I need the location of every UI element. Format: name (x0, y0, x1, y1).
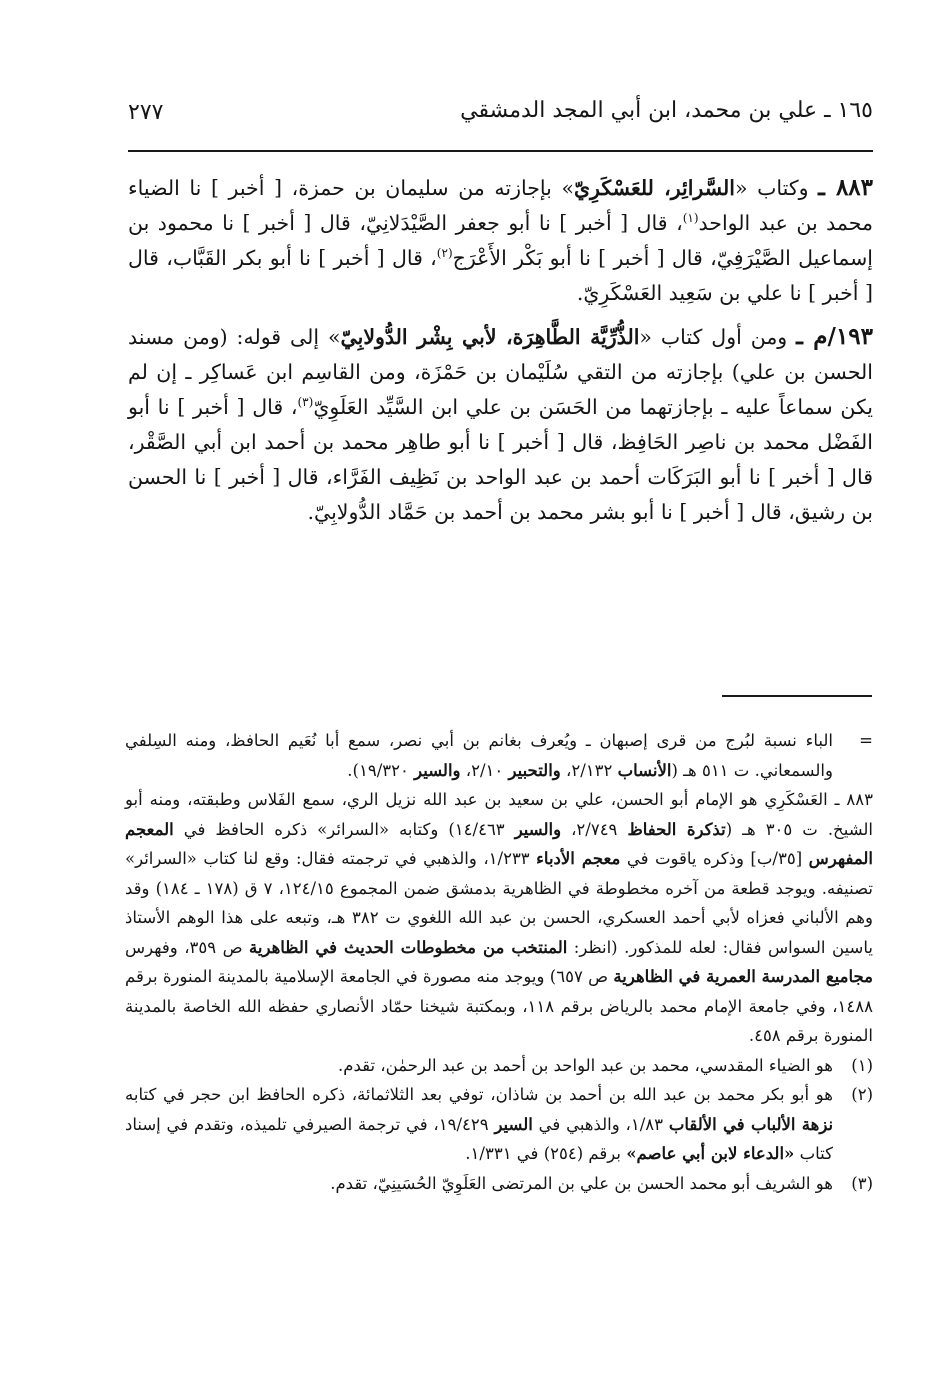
footnote-text: برقم (٢٥٤) في ١/٣٣١. (465, 1144, 627, 1163)
reference-title: معجم الأدباء (536, 849, 621, 868)
footnote-text: ص ٦٥٧) ويوجد منه مصورة في الجامعة الإسلامية بالمدينة المنورة برقم ١٤٨٨، وفي جامعة الإمام محمد بالرياض برقم ١١٨، وبمكتبة شيخنا حمّاد الأنصاري حفظه الله الخاصة بالمدينة المنورة برقم ٤٥٨. (125, 967, 873, 1045)
main-text (128, 170, 873, 538)
chapter-title: ١٦٥ ـ علي بن محمد، ابن أبي المجد الدمشقي (460, 98, 873, 123)
footnote-3 (125, 1169, 873, 1199)
footnote-text: الباء نسبة لبُرج من قرى إصبهان ـ ويُعرف بغانم بن أبي نصر، سمع أبا نُعَيم الحافظ، ومنه السِلفي والسمعاني. ت ٥١١ هـ ( (125, 731, 833, 780)
entry-number: ٨٨٣ ـ (818, 174, 873, 201)
footnote-ref[interactable]: (٢) (436, 246, 453, 261)
footnote-ref[interactable]: (٣) (297, 395, 314, 410)
entry-intro: وكتاب « (734, 176, 819, 200)
footnote-text: ٢/١٠، (460, 760, 509, 780)
entry-193 (128, 319, 873, 530)
footnote-text: ٨٨٣ ـ العَسْكَرِي هو الإمام أبو الحسن، علي بن سعيد بن عبد الله نزيل الري، سمع الفَلاس وطبقته، ومنه أبو الشيخ. ت ٣٠٥ هـ ( (125, 790, 874, 839)
entry-883 (128, 170, 873, 311)
footnote-mark: (١) (851, 1055, 873, 1075)
footnote-continuation (125, 726, 873, 785)
footnotes (125, 726, 873, 1198)
reference-title: المعجم المفهرس (125, 819, 873, 868)
footnote-rule (722, 695, 872, 697)
footnote-text: ١/٢٣٣، والذهبي في ترجمته فقال: وقع لنا كتاب «السرائر» تصنيفه. ويوجد قطعة من آخره مخطوطة في الظاهرية بدمشق ضمن المجموع ١٢٤/١٥، ٧ ق (١٧٨ ـ ١٨٤) وقد وهم الألباني فعزاه لأبي أحمد العسكري، الحسن بن عبد الله اللغوي ت ٣٨٢ هـ، وتبعه على هذا الوهم الأستاذ ياسين السواس فقال: لعله للمذكور. (انظر: (125, 849, 874, 957)
footnote-text: هو الضياء المقدسي، محمد بن عبد الواحد بن أحمد بن عبد الرحمٰن، تقدم. (338, 1055, 833, 1075)
reference-title: الأنساب (617, 760, 672, 780)
footnote-text: [٣٥/ب] وذكره ياقوت في (620, 849, 809, 868)
reference-title: والسير (414, 760, 461, 780)
entry-number: ١٩٣/م ـ (796, 323, 874, 350)
footnote-2 (125, 1080, 873, 1169)
reference-title: والتحبير (508, 760, 561, 780)
footnote-text: ٢/١٣٢، (560, 760, 618, 780)
footnote-text: هو أبو بكر محمد بن عبد الله بن أحمد بن شاذان، توفي بعد الثلاثمائة، ذكره الحافظ ابن حجر في كتابه (125, 1085, 833, 1104)
entry-text: » بإجازته من سليمان بن حمزة، [ أخبر ] نا الضياء محمد بن عبد الواحد (128, 176, 874, 235)
reference-title: تذكرة الحفاظ (627, 819, 726, 839)
reference-title: «الدعاء لابن أبي عاصم» (626, 1144, 795, 1163)
entry-text: » إلى قوله: (ومن مسند الحسن بن علي) بإجازته من التقي سُلَيْمان بن حَمْزَة، ومن القاسِم ابن عَساكِر ـ إن لم يكن سماعاً عليه ـ بإجازتهما من الحَسَن بن علي ابن السَّيِّد العَلَوِيّ (128, 325, 873, 419)
book-title: السَّرائِر، للعَسْكَرِيّ (573, 176, 735, 200)
header-rule (128, 150, 873, 152)
book-title: الذُّرِّيَّة الطَّاهِرَة، لأبي بِشْر الدُّولابِيّ (340, 325, 640, 349)
entry-text: ، قال [ أخبر ] نا أبو جعفر الصَّيْدَلانِيّ، قال [ أخبر ] نا محمود بن إسماعيل الصَّيْرَفِيّ، قال [ أخبر ] نا أبو بَكْر الأَعْرَج (128, 211, 873, 270)
page-number: ٢٧٧ (128, 100, 164, 125)
footnote-text: ١٩/٣٢٠). (347, 760, 415, 780)
entry-text: ، قال [ أخبر ] نا أبو الفَضْل محمد بن ناصِر الحَافِظ، قال [ أخبر ] نا أبو طاهِر محمد بن أحمد ابن أبي الصَّقْر، قال [ أخبر ] نا أبو البَرَكَات أحمد بن عبد الواحد بن نَظِيف الفَرَّاء، قال [ أخبر ] نا الحسن بن رشيق، قال [ أخبر ] نا أبو بشر محمد بن أحمد بن حَمَّاد الدُّولابِيّ. (128, 395, 873, 524)
reference-title: مجاميع المدرسة العمرية في الظاهرية (613, 967, 873, 986)
reference-title: نزهة الألباب في الألقاب (668, 1114, 834, 1134)
entry-intro: ومن أول كتاب « (639, 325, 797, 349)
reference-title: والسير (514, 819, 562, 839)
footnote-text: هو الشريف أبو محمد الحسن بن علي بن المرتضى العَلَوِيّ الحُسَينِيّ، تقدم. (330, 1173, 833, 1193)
footnote-1 (125, 1051, 873, 1081)
entry-text: ، قال [ أخبر ] نا أبو بكر القَبَّاب، قال [ أخبر ] نا علي بن سَعِيد العَسْكَرِيّ. (128, 246, 873, 305)
footnote-ref[interactable]: (١) (682, 211, 699, 226)
footnote-mark: (٣) (851, 1173, 873, 1193)
footnote-883 (125, 785, 873, 1051)
footnote-text: ١٤/٤٦٣) وكتابه «السرائر» ذكره الحافظ في (173, 819, 515, 839)
running-header (128, 92, 873, 138)
footnote-text: ١/٨٣، والذهبي في (532, 1114, 669, 1134)
footnote-text: ص ٣٥٩، وفهرس (125, 937, 250, 957)
reference-title: المنتخب من مخطوطات الحديث في الظاهرية (249, 937, 568, 957)
reference-title: السير (494, 1114, 533, 1134)
footnote-text: ٢/٧٤٩، (561, 819, 628, 839)
footnote-text: ١٩/٤٢٩، في ترجمة الصيرفي تلميذه، وتقدم في إسناد كتاب (125, 1114, 833, 1163)
footnote-mark: (٢) (851, 1085, 873, 1104)
continuation-mark: = (859, 731, 873, 750)
